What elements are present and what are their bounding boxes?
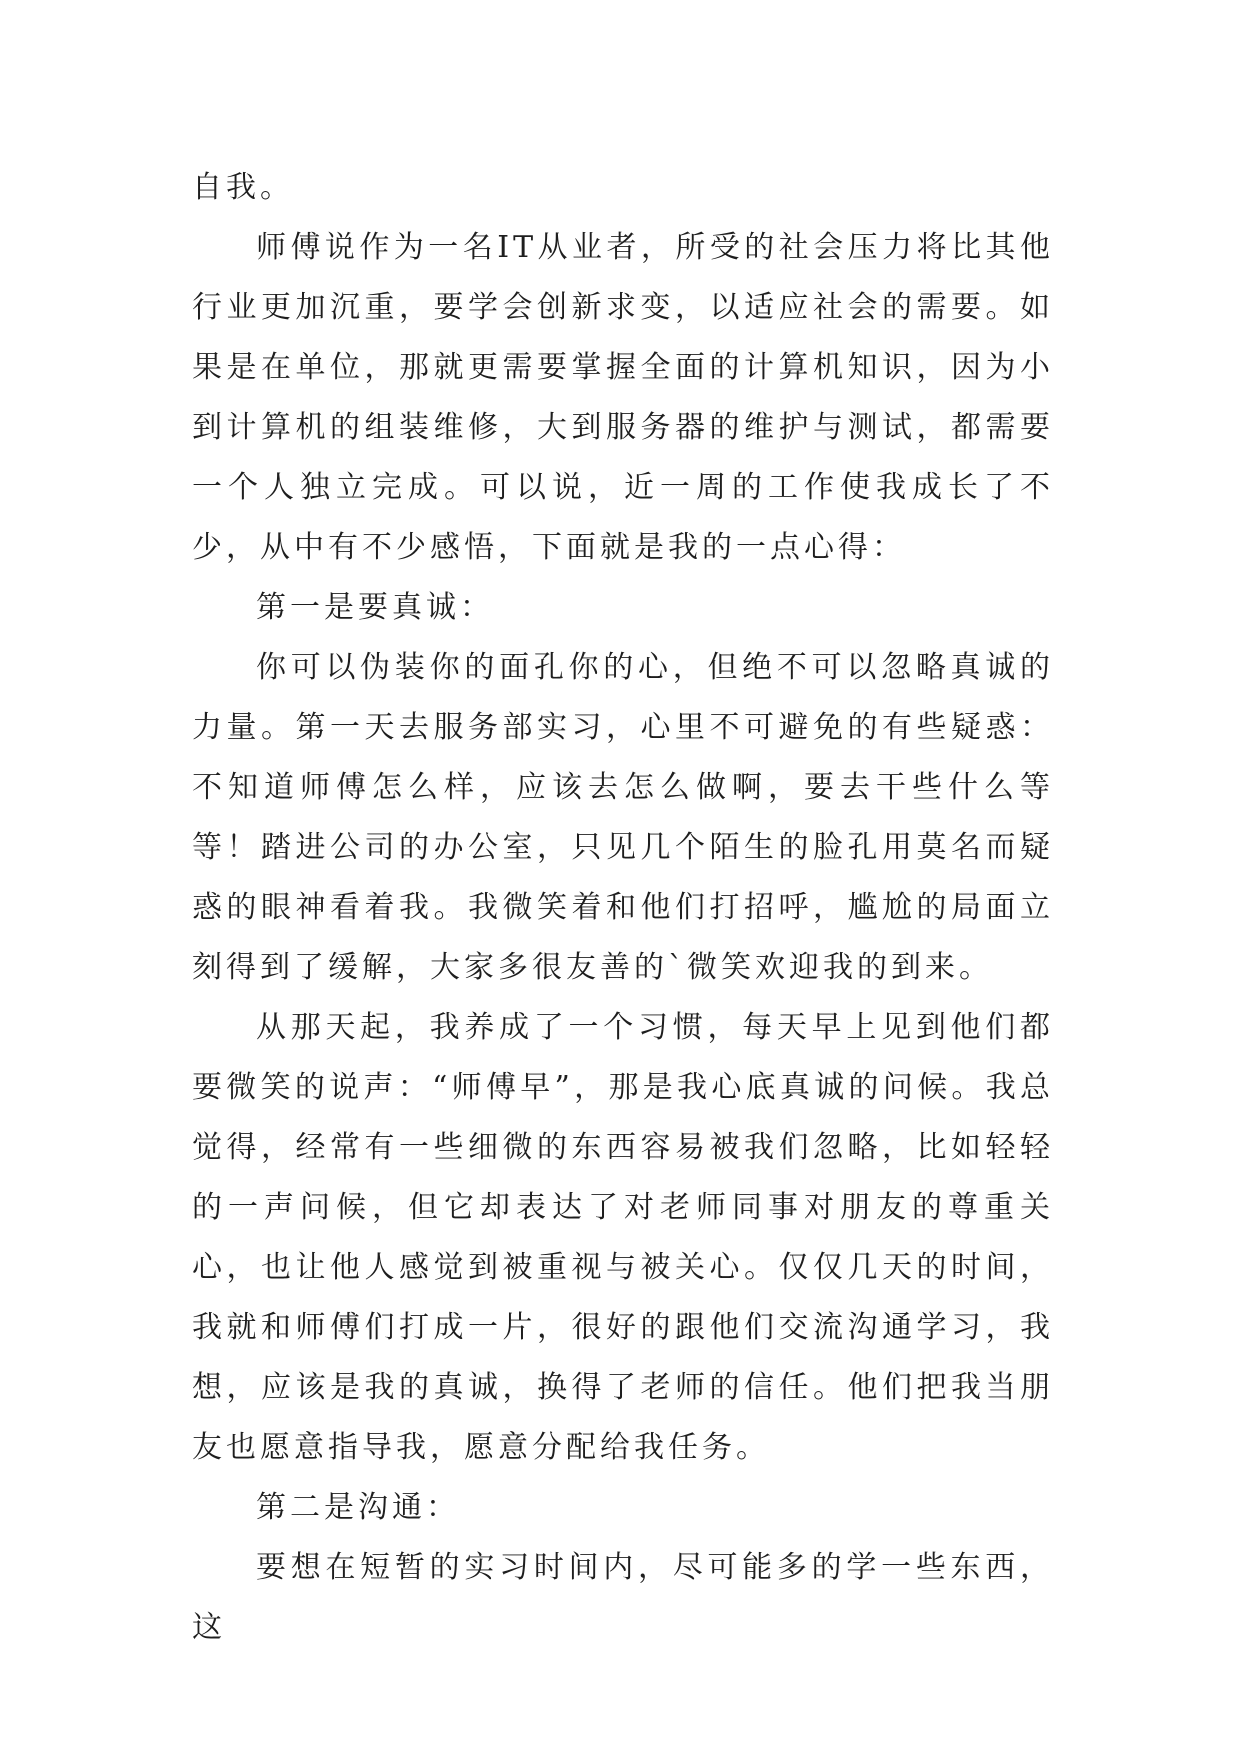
section-heading-communication: 第二是沟通： xyxy=(256,1490,460,1525)
paragraph-continuation: 自我。 xyxy=(192,170,294,205)
document-page xyxy=(192,158,1054,1658)
paragraph-communication: 要想在短暂的实习时间内，尽可能多的学一些东西，这 xyxy=(192,1550,1054,1645)
paragraph-sincerity-first-day: 你可以伪装你的面孔你的心，但绝不可以忽略真诚的力量。第一天去服务部实习，心里不可避免的有些疑惑：不知道师傅怎么样，应该去怎么做啊，要去干些什么等等！踏进公司的办公室，只见几个陌生的脸孔用莫名而疑惑的眼神看着我。我微笑着和他们打招呼，尴尬的局面立刻得到了缓解，大家多很友善的`微笑欢迎我的到来。 xyxy=(192,650,1054,985)
paragraph-it-pressure: 师傅说作为一名IT从业者，所受的社会压力将比其他行业更加沉重，要学会创新求变，以适应社会的需要。如果是在单位，那就更需要掌握全面的计算机知识，因为小到计算机的组装维修，大到服务器的维护与测试，都需要一个人独立完成。可以说，近一周的工作使我成长了不少，从中有不少感悟，下面就是我的一点心得： xyxy=(192,230,1054,565)
section-heading-sincerity: 第一是要真诚： xyxy=(256,590,494,625)
paragraph-sincerity-habit: 从那天起，我养成了一个习惯，每天早上见到他们都要微笑的说声：“师傅早”，那是我心底真诚的问候。我总觉得，经常有一些细微的东西容易被我们忽略，比如轻轻的一声问候，但它却表达了对老师同事对朋友的尊重关心，也让他人感觉到被重视与被关心。仅仅几天的时间，我就和师傅们打成一片，很好的跟他们交流沟通学习，我想，应该是我的真诚，换得了老师的信任。他们把我当朋友也愿意指导我，愿意分配给我任务。 xyxy=(192,1010,1054,1465)
